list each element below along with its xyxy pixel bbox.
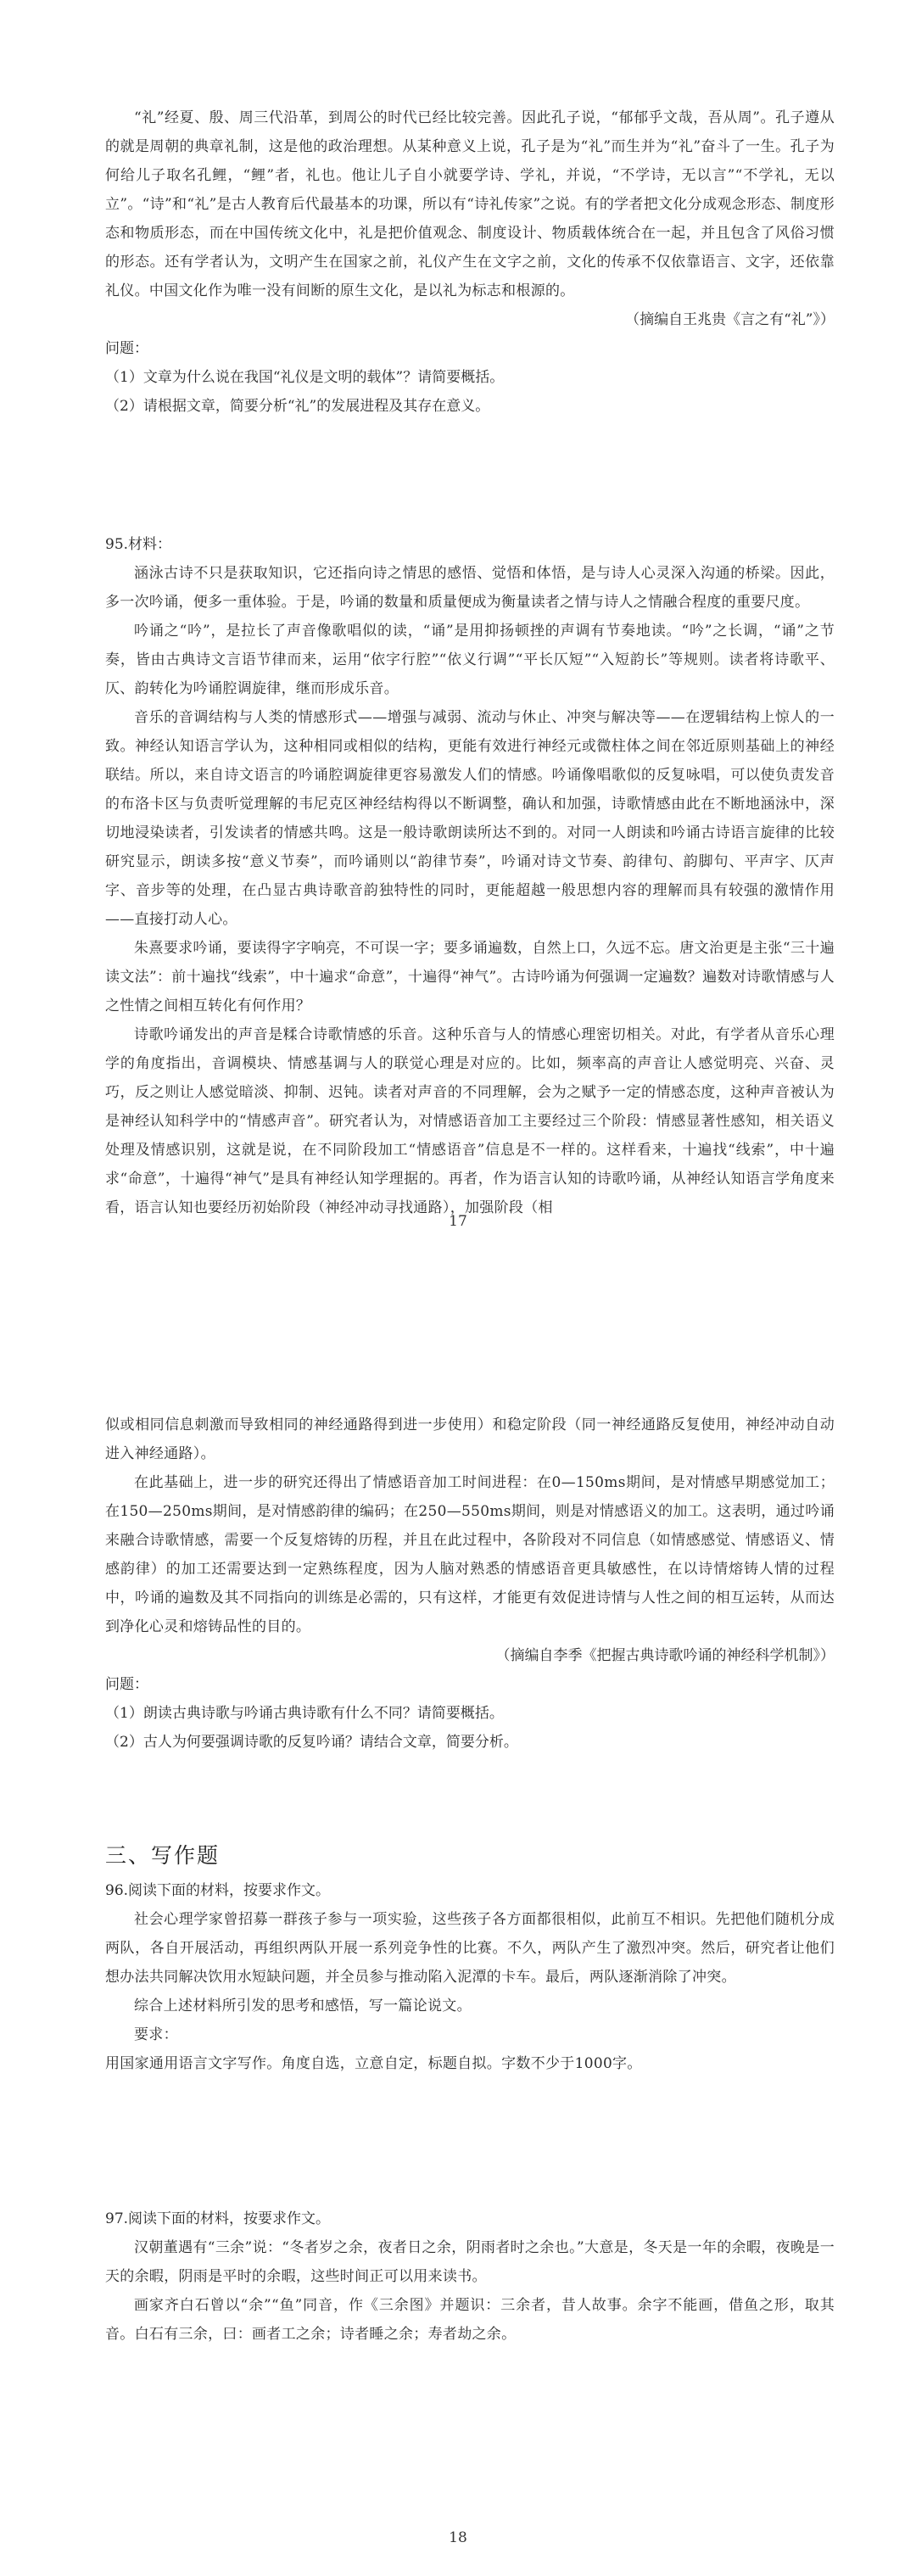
paragraph: 音乐的音调结构与人类的情感形式——增强与减弱、流动与休止、冲突与解决等——在逻辑结构上惊人的一致。神经认知语言学认为，这种相同或相似的结构，更能有效进行神经元或微柱体之间在邻近原则基础上的神经联结。所以，来自诗文语言的吟诵腔调旋律更容易激发人们的情感。吟诵像唱歌似的反复咏唱，可以使负责发音的布洛卡区与负责听觉理解的韦尼克区神经结构得以不断调整，确认和加强，诗歌情感由此在不断地涵泳中，深切地浸染读者，引发读者的情感共鸣。这是一般诗歌朗读所达不到的。对同一人朗读和吟诵古诗语言旋律的比较研究显示，朗读多按“意义节奏”，而吟诵则以“韵律节奏”，吟诵对诗文节奏、韵律句、韵脚句、平声字、仄声字、音步等的处理，在凸显古典诗歌音韵独特性的同时，更能超越一般思想内容的理解而具有较强的激情作用——直接打动人心。 <box>105 709 835 928</box>
page-18 <box>0 1289 916 2576</box>
source-citation: （摘编自李季《把握古典诗歌吟诵的神经科学机制》） <box>495 1647 835 1664</box>
question-item: （2）古人为何要强调诗歌的反复吟诵？请结合文章，简要分析。 <box>105 1734 518 1751</box>
requirements-text: 用国家通用语言文字写作。角度自选，立意自定，标题自拟。字数不少于1000字。 <box>105 2055 642 2072</box>
paragraph: 画家齐白石曾以“余”“鱼”同音，作《三余图》并题识：三余者，昔人故事。余字不能画，借鱼之形，取其音。白石有三余，曰：画者工之余；诗者睡之余；寿者劫之余。 <box>105 2297 835 2343</box>
paragraph: 汉朝董遇有“三余”说：“冬者岁之余，夜者日之余，阴雨者时之余也。”大意是，冬天是一年的余暇，夜晚是一天的余暇，阴雨是平时的余暇，这些时间正可以用来读书。 <box>105 2239 835 2285</box>
paragraph: 似或相同信息刺激而导致相同的神经通路得到进一步使用）和稳定阶段（同一神经通路反复使用，神经冲动自动进入神经通路）。 <box>105 1417 835 1462</box>
question-96 <box>105 1876 835 2078</box>
paragraph: 社会心理学家曾招募一群孩子参与一项实验，这些孩子各方面都很相似，此前互不相识。先把他们随机分成两队，各自开展活动，再组织两队开展一系列竞争性的比赛。不久，两队产生了激烈冲突。然后，研究者让他们想办法共同解决饮用水短缺问题，并全员参与推动陷入泥潭的卡车。最后，两队逐渐消除了冲突。 <box>105 1911 835 1986</box>
question-item: （1）朗读古典诗歌与吟诵古典诗歌有什么不同？请简要概括。 <box>105 1705 504 1722</box>
paragraph: 在此基础上，进一步的研究还得出了情感语音加工时间进程：在0—150ms期间，是对情感早期感觉加工；在150—250ms期间，是对情感韵律的编码；在250—550ms期间，则是对情感语义的加工。这表明，通过吟诵来融合诗歌情感，需要一个反复熔铸的历程，并且在此过程中，各阶段对不同信息（如情感感觉、情感语义、情感韵律）的加工还需要达到一定熟练程度，因为人脑对熟悉的情感语音更具敏感性，在以诗情熔铸人情的过程中，吟诵的遍数及其不同指向的训练是必需的，只有这样，才能更有效促进诗情与人性之间的相互运转，从而达到净化心灵和熔铸品性的目的。 <box>105 1474 835 1635</box>
passage-94 <box>105 103 835 421</box>
paragraph: 涵泳古诗不只是获取知识，它还指向诗之情思的感悟、觉悟和体悟，是与诗人心灵深入沟通的桥梁。因此，多一次吟诵，便多一重体验。于是，吟诵的数量和质量便成为衡量读者之情与诗人之情融合程度的重要尺度。 <box>105 565 835 611</box>
paragraph: 朱熹要求吟诵，要读得字字响亮，不可误一字；要多诵遍数，自然上口，久远不忘。唐文治更是主张“三十遍读文法”：前十遍找“线索”，中十遍求“命意”，十遍得“神气”。古诗吟诵为何强调一定遍数？遍数对诗歌情感与人之性情之间相互转化有何作用？ <box>105 940 835 1014</box>
passage-95 <box>105 530 835 1222</box>
question-number-97: 97.阅读下面的材料，按要求作文。 <box>105 2210 331 2227</box>
page-number: 18 <box>449 2529 467 2546</box>
question-item: （2）请根据文章，简要分析“礼”的发展进程及其存在意义。 <box>105 398 490 415</box>
writing-section <box>105 1839 835 1873</box>
passage-95-continued <box>105 1411 835 1757</box>
questions-label: 问题： <box>105 340 148 357</box>
page-number: 17 <box>449 1213 467 1230</box>
question-item: （1）文章为什么说在我国“礼仪是文明的载体”？请简要概括。 <box>105 369 505 386</box>
question-list <box>105 1699 835 1757</box>
paragraph: 综合上述材料所引发的思考和感悟，写一篇论说文。 <box>134 1998 472 2014</box>
question-list <box>105 363 835 421</box>
requirements-label: 要求： <box>134 2026 178 2043</box>
source-citation: （摘编自王兆贵《言之有“礼”》） <box>625 311 835 328</box>
question-97 <box>105 2204 835 2349</box>
question-number-95: 95.材料： <box>105 536 172 553</box>
paragraph: “礼”经夏、殷、周三代沿革，到周公的时代已经比较完善。因此孔子说，“郁郁乎文哉，吾从周”。孔子遵从的就是周朝的典章礼制，这是他的政治理想。从某种意义上说，孔子是为“礼”而生并为“礼”奋斗了一生。孔子为何给儿子取名孔鲤，“鲤”者，礼也。他让儿子自小就要学诗、学礼，并说，“不学诗，无以言”“不学礼，无以立”。“诗”和“礼”是古人教育后代最基本的功课，所以有“诗礼传家”之说。有的学者把文化分成观念形态、制度形态和物质形态，而在中国传统文化中，礼是把价值观念、制度设计、物质载体统合在一起，并且包含了风俗习惯的形态。还有学者认为，文明产生在国家之前，礼仪产生在文字之前，文化的传承不仅依靠语言、文字，还依靠礼仪。中国文化作为唯一没有间断的原生文化，是以礼为标志和根源的。 <box>105 109 835 299</box>
paragraph: 诗歌吟诵发出的声音是糅合诗歌情感的乐音。这种乐音与人的情感心理密切相关。对此，有学者从音乐心理学的角度指出，音调模块、情感基调与人的联觉心理是对应的。比如，频率高的声音让人感觉明亮、兴奋、灵巧，反之则让人感觉暗淡、抑制、迟钝。读者对声音的不同理解，会为之赋予一定的情感态度，这种声音被认为是神经认知科学中的“情感声音”。研究者认为，对情感语音加工主要经过三个阶段：情感显著性感知，相关语义处理及情感识别，这就是说，在不同阶段加工“情感语音”信息是不一样的。这样看来，十遍找“线索”，中十遍求“命意”，十遍得“神气”是具有神经认知学理据的。再者，作为语言认知的诗歌吟诵，从神经认知语言学角度来看，语言认知也要经历初始阶段（神经冲动寻找通路），加强阶段（相 <box>105 1026 835 1216</box>
questions-label: 问题： <box>105 1676 148 1693</box>
paragraph: 吟诵之“吟”，是拉长了声音像歌唱似的读，“诵”是用抑扬顿挫的声调有节奏地读。“吟”之长调，“诵”之节奏，皆由古典诗文言语节律而来，运用“依字行腔”“依义行调”“平长仄短”“入短韵长”等规则。读者将诗歌平、仄、韵转化为吟诵腔调旋律，继而形成乐音。 <box>105 623 835 697</box>
section-title: 三、写作题 <box>105 1843 221 1868</box>
question-number-96: 96.阅读下面的材料，按要求作文。 <box>105 1882 331 1899</box>
